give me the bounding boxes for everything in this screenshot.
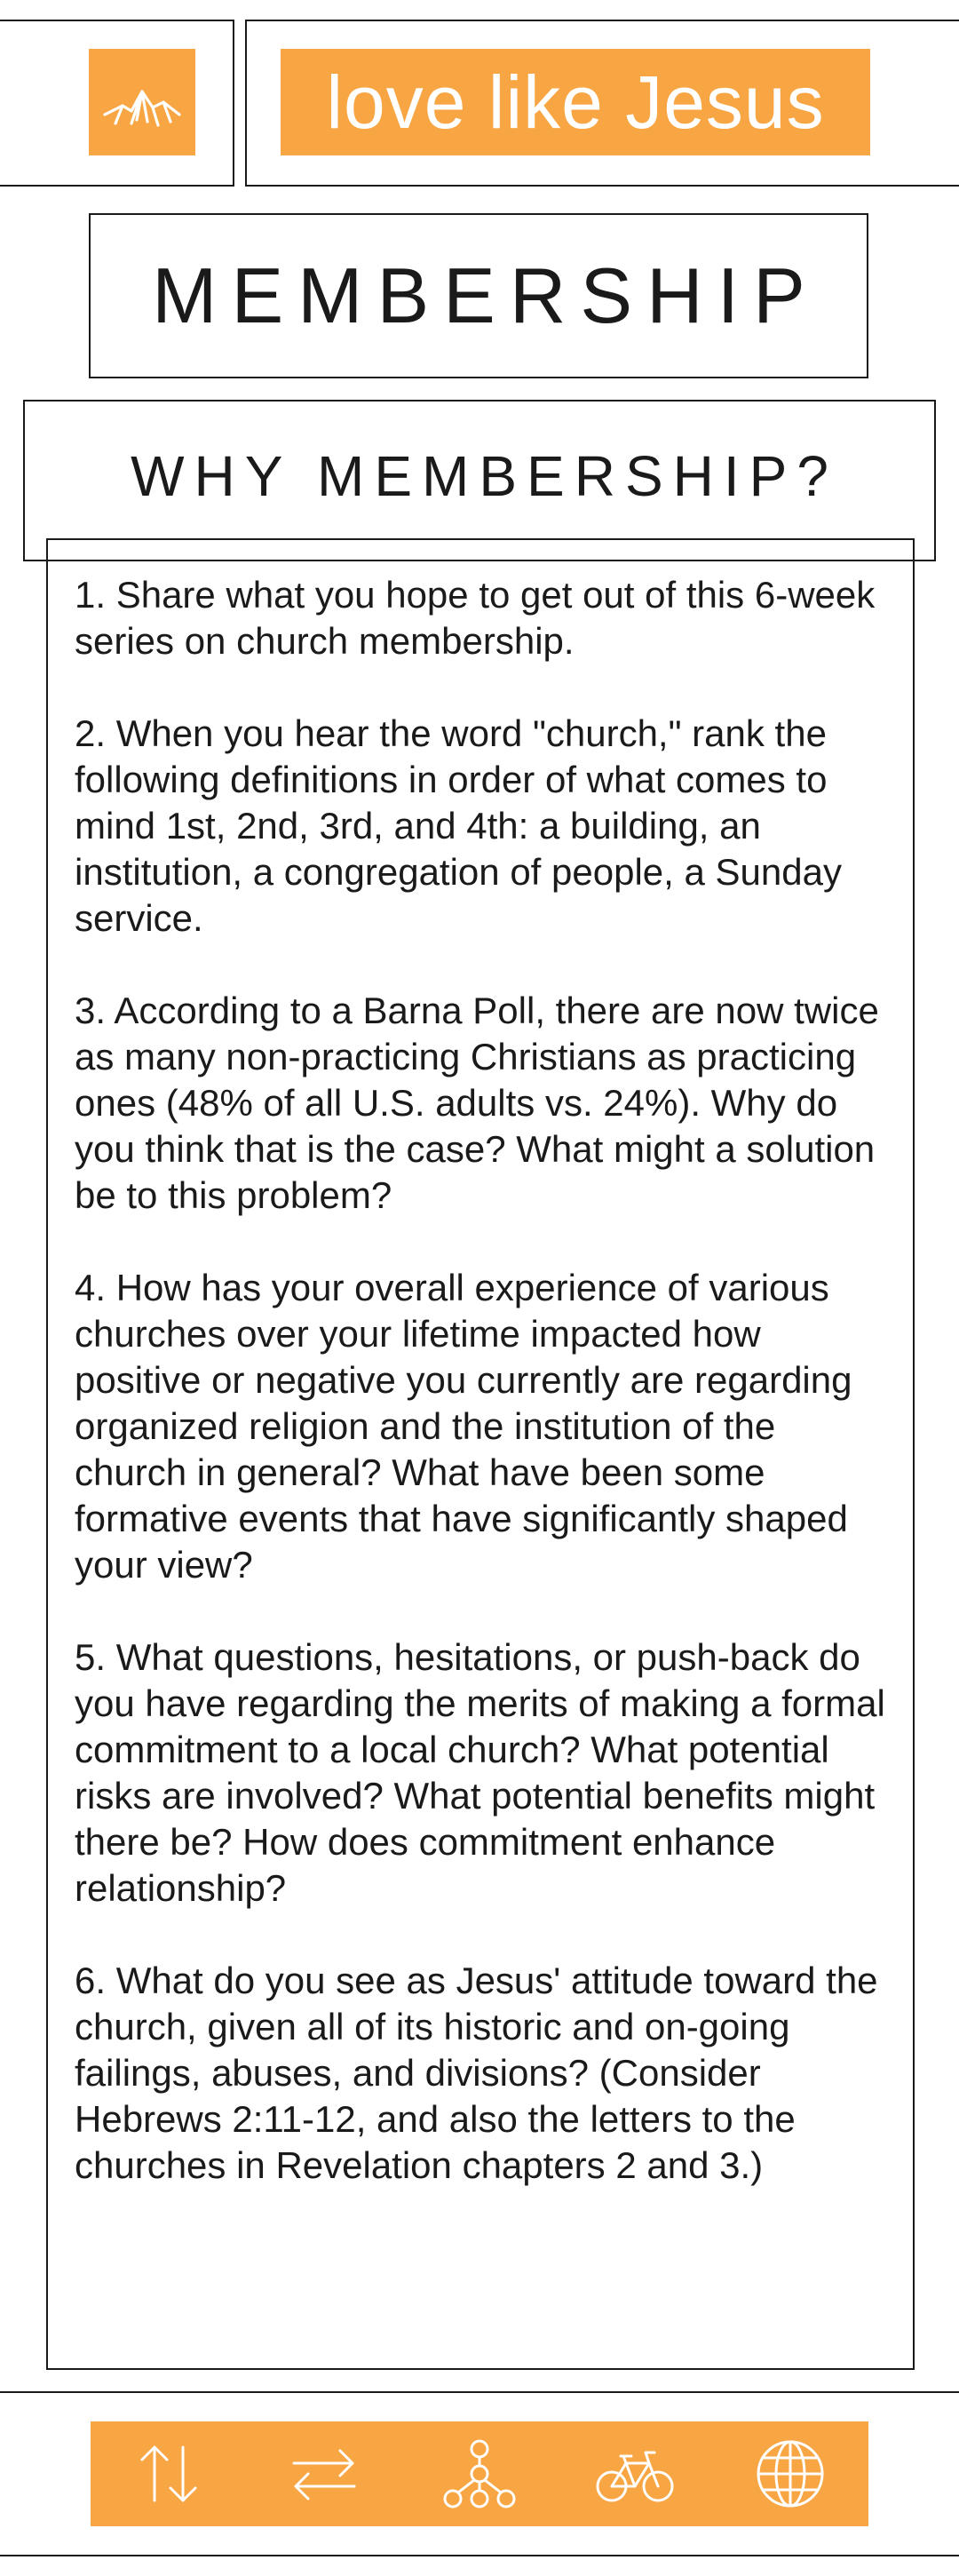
logo-tile[interactable] xyxy=(89,49,195,155)
question-item: 3. According to a Barna Poll, there are now twice as many non-practicing Christians as practicing ones (48% of all U.S. adults vs. 24%). Why do you think that is the case? What might a solution be to this problem? xyxy=(75,990,879,1216)
nav-button-world[interactable] xyxy=(748,2431,833,2516)
nav-button-network[interactable] xyxy=(437,2431,522,2516)
page-title-frame xyxy=(89,213,868,378)
mountain-peak-icon xyxy=(89,49,195,155)
question-item: 2. When you hear the word "church," rank the following definitions in order of what comes to mind 1st, 2nd, 3rd, and 4th: a building, an institution, a congregation of people, a Sunday service. xyxy=(75,712,842,939)
nav-button-transfer[interactable] xyxy=(126,2431,211,2516)
question-item: 6. What do you see as Jesus' attitude toward the church, given all of its historic and on-going failings, abuses, and divisions? (Consider Hebrews 2:11-12, and also the letters to the churches in Revelation chapters 2 and 3.) xyxy=(75,1960,878,2186)
globe-icon xyxy=(749,2433,831,2515)
questions-panel xyxy=(46,538,915,2370)
network-nodes-icon xyxy=(439,2433,520,2515)
footer-nav-bar xyxy=(91,2421,868,2526)
question-item: 4. How has your overall experience of various churches over your lifetime impacted how positive or negative you currently are regarding organized religion and the institution of the church in general? What have been some formative events that have significantly shaped your view? xyxy=(75,1267,852,1586)
up-down-arrows-icon xyxy=(128,2433,210,2515)
page-title: MEMBERSHIP xyxy=(152,251,820,339)
question-item: 5. What questions, hesitations, or push-back do you have regarding the merits of making a formal commitment to a local church? What potential risks are involved? What potential benefits might there be? How does commitment enhance relationship? xyxy=(75,1636,885,1909)
nav-button-bike[interactable] xyxy=(592,2431,678,2516)
section-heading-frame xyxy=(23,400,936,561)
nav-button-exchange[interactable] xyxy=(281,2431,367,2516)
swap-arrows-icon xyxy=(283,2433,365,2515)
bicycle-icon xyxy=(594,2433,676,2515)
tagline-text: love like Jesus xyxy=(326,60,825,144)
question-item: 1. Share what you hope to get out of this 6-week series on church membership. xyxy=(75,574,876,662)
section-heading: WHY MEMBERSHIP? xyxy=(131,444,838,508)
tagline-banner[interactable] xyxy=(281,49,870,155)
